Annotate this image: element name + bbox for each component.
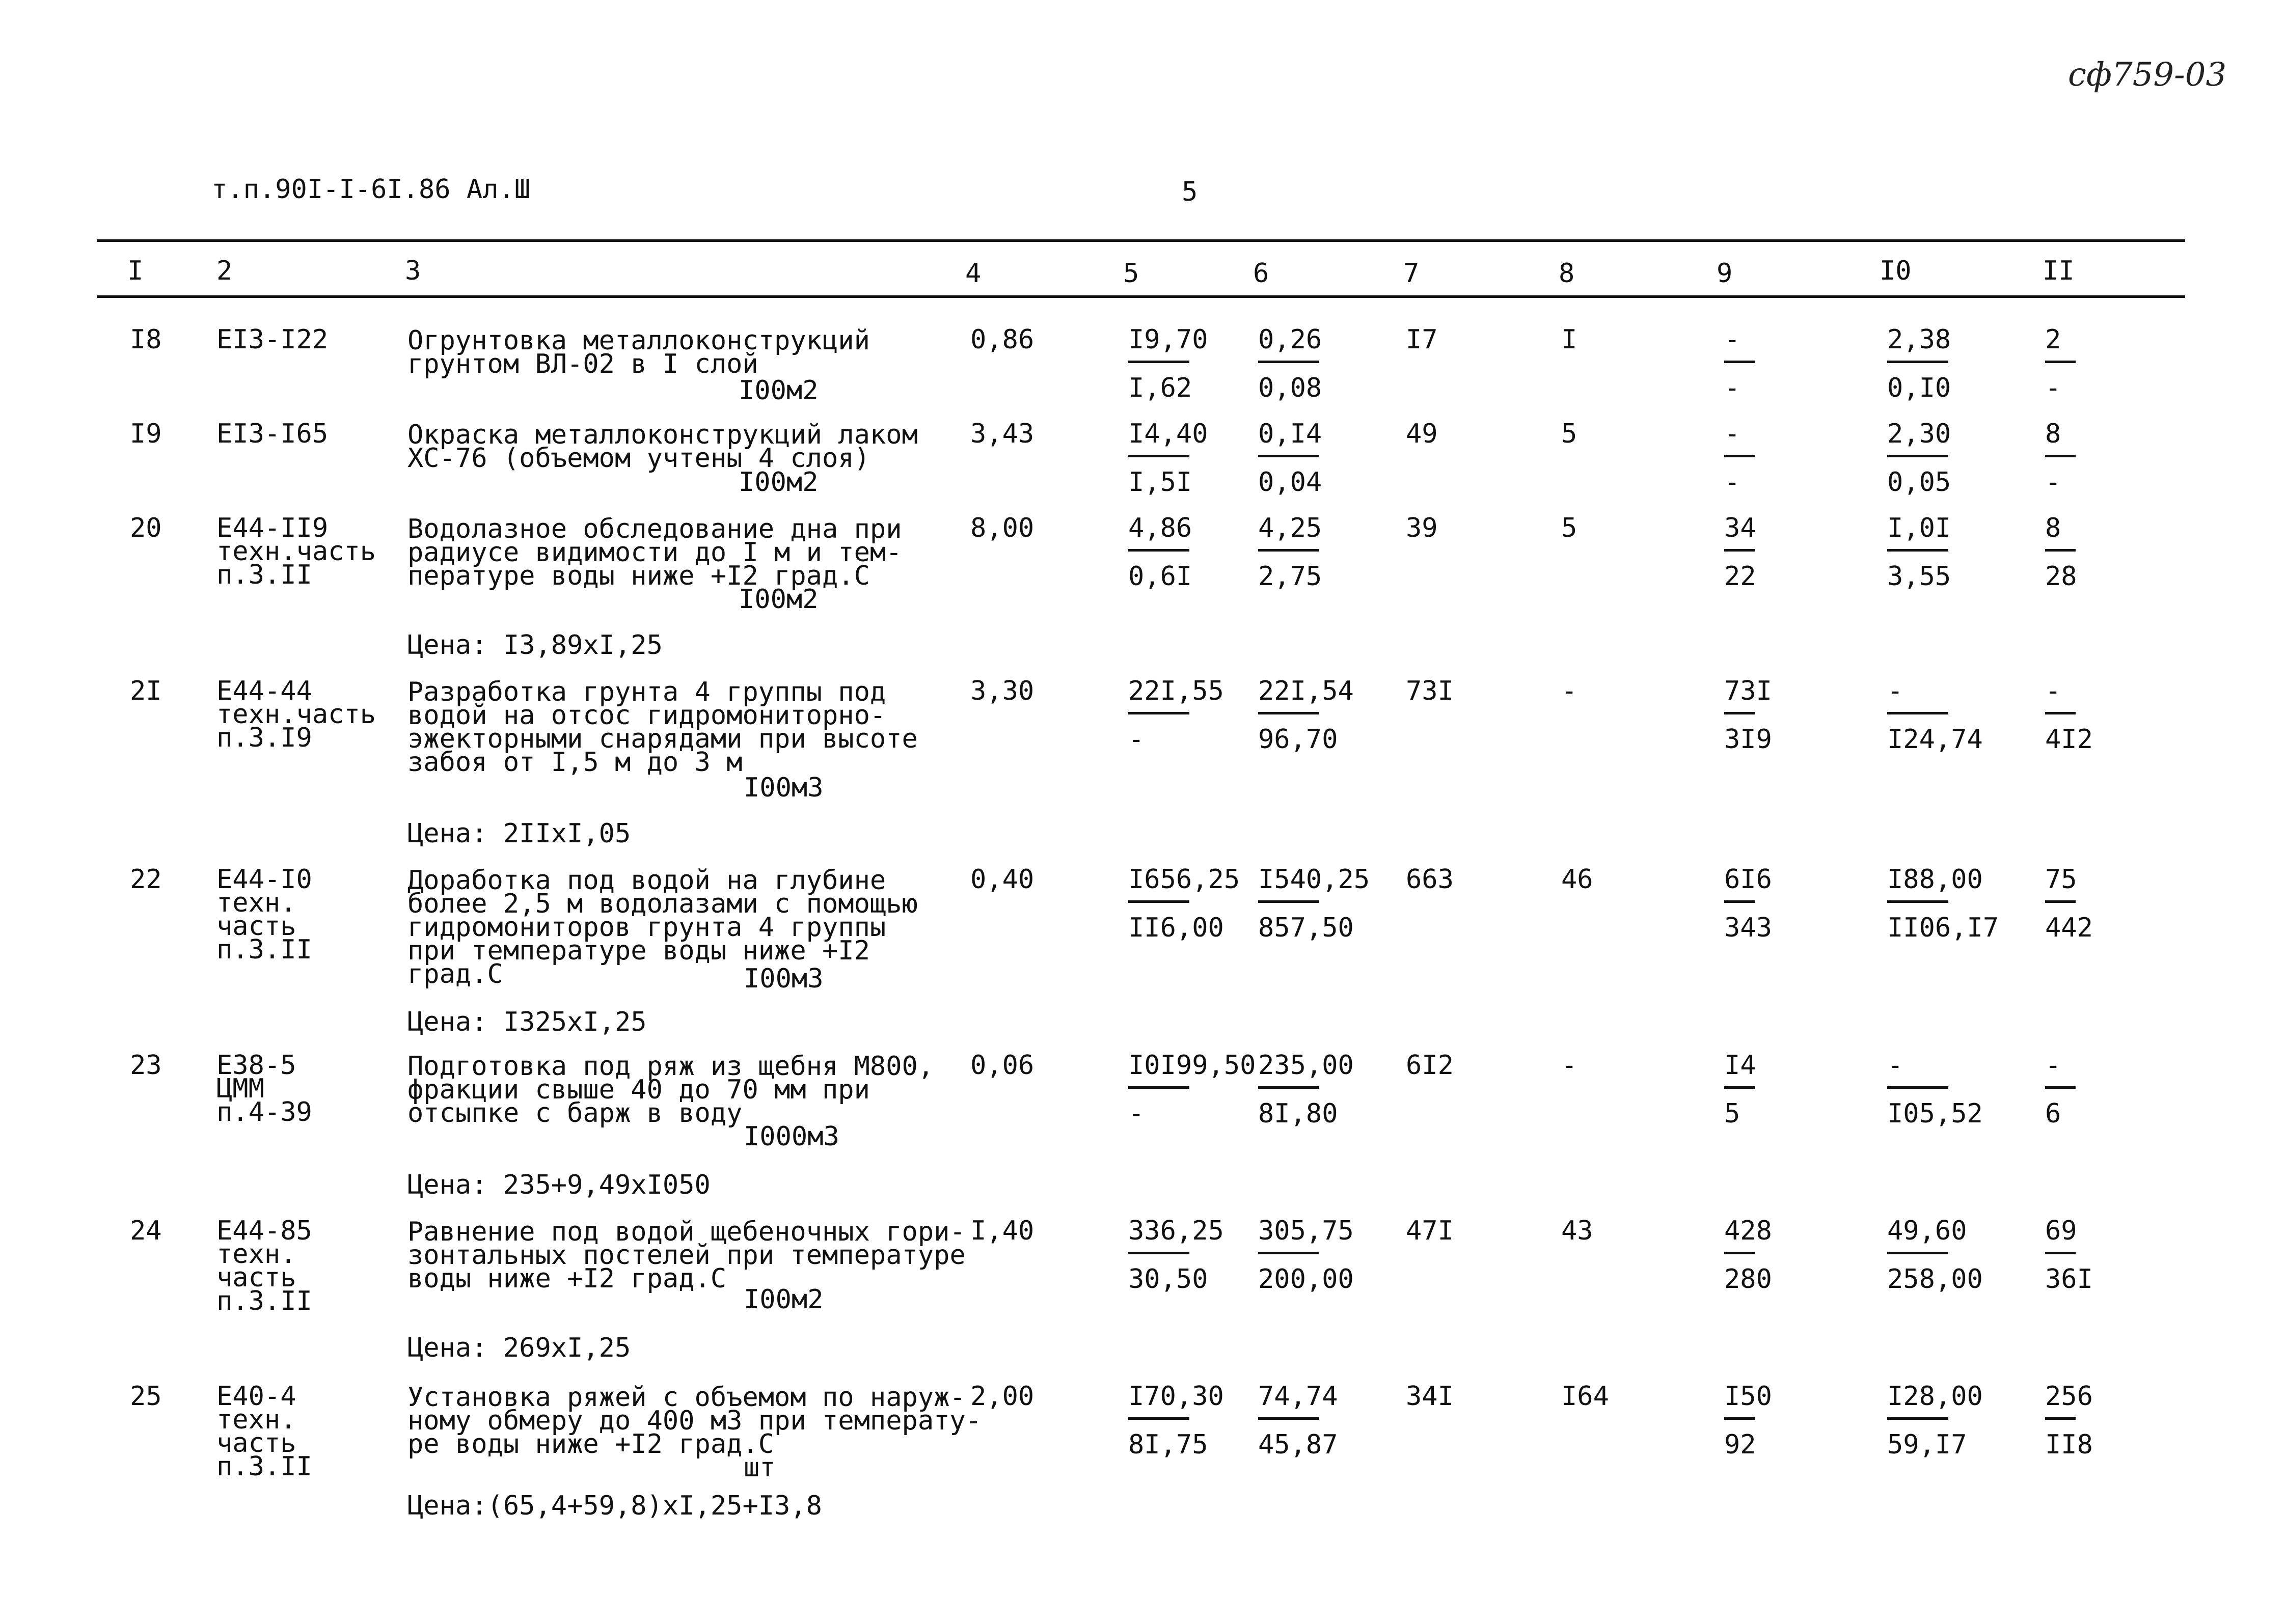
- col5-fraction-numerator: I4,40: [1128, 419, 1208, 449]
- column-header: 6: [1253, 258, 1269, 289]
- col10-fraction-numerator: -: [1887, 676, 1903, 706]
- col6-fraction: [1258, 420, 1345, 496]
- fraction-bar: [1724, 712, 1755, 714]
- column-header: 5: [1123, 258, 1139, 289]
- col7-value: 47I: [1406, 1216, 1454, 1246]
- fraction-bar: [1887, 712, 1948, 714]
- col5-fraction-denominator: 8I,75: [1128, 1429, 1208, 1460]
- fraction-bar: [1887, 361, 1948, 363]
- row-description-line: при температуре воды ниже +I2: [407, 935, 870, 966]
- col10-fraction-denominator: 3,55: [1887, 561, 1951, 592]
- fraction-bar: [1258, 1252, 1319, 1254]
- fraction-bar: [1258, 1086, 1319, 1089]
- row-unit: I00м2: [739, 467, 819, 498]
- col8-value: I: [1561, 324, 1577, 355]
- col10-fraction: [1887, 326, 1974, 402]
- fraction-bar: [1258, 455, 1319, 457]
- fraction-bar: [1887, 1086, 1948, 1089]
- fraction-bar: [1258, 900, 1319, 903]
- row-description-line: град.С: [407, 959, 503, 989]
- col10-fraction-numerator: 2,38: [1887, 324, 1951, 355]
- col9-fraction: [1724, 514, 1811, 590]
- col10-fraction-denominator: I05,52: [1887, 1098, 1983, 1129]
- col6-fraction-numerator: 305,75: [1258, 1216, 1354, 1246]
- fraction-bar: [1724, 455, 1755, 457]
- row-code-line: п.3.II: [216, 560, 312, 590]
- row-code-line: Е44-I0: [216, 864, 312, 895]
- fraction-bar: [1724, 900, 1755, 903]
- col11-fraction: [2045, 1217, 2132, 1293]
- column-header: 9: [1717, 258, 1733, 289]
- row-description-line: Окраска металлоконструкций лаком: [407, 420, 918, 450]
- col11-fraction: [2045, 1383, 2132, 1458]
- row-price-formula: Цена:(65,4+59,8)xI,25+I3,8: [407, 1491, 822, 1521]
- fraction-bar: [2045, 900, 2076, 903]
- col9-fraction-numerator: -: [1724, 324, 1740, 355]
- col11-fraction-numerator: -: [2045, 1050, 2061, 1081]
- col9-fraction-numerator: -: [1724, 419, 1740, 449]
- col9-fraction-denominator: 92: [1724, 1429, 1756, 1460]
- col9-fraction-denominator: 343: [1724, 913, 1772, 943]
- row-code-line: Е44-85: [216, 1216, 312, 1246]
- col8-value: 5: [1561, 419, 1577, 449]
- fraction-bar: [1887, 549, 1948, 552]
- col11-fraction-denominator: -: [2045, 467, 2061, 498]
- col10-fraction-denominator: 258,00: [1887, 1264, 1983, 1295]
- col5-fraction-numerator: I0I99,50: [1128, 1050, 1256, 1081]
- column-header: 7: [1403, 258, 1420, 289]
- fraction-bar: [1128, 1417, 1189, 1420]
- row-code-line: Е44-II9: [216, 513, 329, 543]
- row-description-line: фракции свыше 40 до 70 мм при: [407, 1075, 870, 1105]
- row-code-line: Е44-44: [216, 676, 312, 706]
- col11-fraction-denominator: 442: [2045, 913, 2093, 943]
- row-description-line: Водолазное обследование дна при: [407, 514, 902, 544]
- col10-fraction: [1887, 1216, 1983, 1295]
- col10-fraction-denominator: II06,I7: [1887, 913, 1999, 943]
- row-code-line: п.3.II: [216, 934, 312, 965]
- col9-fraction: [1724, 1052, 1811, 1127]
- col5-fraction: [1128, 1216, 1224, 1295]
- fraction-bar: [1887, 1252, 1948, 1254]
- col9-fraction-denominator: 280: [1724, 1264, 1772, 1295]
- col6-fraction: [1258, 676, 1354, 755]
- row-number: 22: [130, 864, 162, 895]
- col10-fraction: [1887, 1050, 1983, 1129]
- col9-fraction-denominator: 3I9: [1724, 724, 1772, 755]
- row-description-line: ре воды ниже +I2 град.С: [407, 1429, 775, 1460]
- fraction-bar: [1724, 549, 1755, 552]
- col8-value: 43: [1561, 1216, 1593, 1246]
- fraction-bar: [1258, 1417, 1319, 1420]
- col6-fraction-denominator: 0,04: [1258, 467, 1322, 498]
- row-description-line: гидромониторов грунта 4 группы: [407, 912, 886, 943]
- col6-fraction-denominator: 200,00: [1258, 1264, 1354, 1295]
- col11-fraction: [2045, 866, 2132, 942]
- row-unit: I00м2: [739, 584, 819, 615]
- col10-fraction-numerator: I28,00: [1887, 1381, 1983, 1412]
- col11-fraction-denominator: -: [2045, 373, 2061, 403]
- row-code-line: ЦММ: [216, 1074, 264, 1104]
- col11-fraction: [2045, 1052, 2132, 1127]
- row-description-line: Разработка грунта 4 группы под: [407, 677, 886, 707]
- col4-value: 8,00: [970, 513, 1035, 543]
- col9-fraction: [1724, 1217, 1811, 1293]
- col9-fraction-denominator: -: [1724, 467, 1740, 498]
- col10-fraction: [1887, 514, 1974, 590]
- row-description-line: Подготовка под ряж из щебня М800,: [407, 1051, 934, 1082]
- fraction-bar: [2045, 455, 2076, 457]
- col9-fraction-numerator: 428: [1724, 1216, 1772, 1246]
- row-description-line: зонтальных постелей при температуре: [407, 1240, 966, 1271]
- row-code-line: п.4-39: [216, 1097, 312, 1127]
- column-header: I: [127, 256, 144, 286]
- col11-fraction-numerator: 69: [2045, 1216, 2077, 1246]
- fraction-bar: [1128, 549, 1189, 552]
- row-description-line: радиусе видимости до I м и тем-: [407, 537, 902, 568]
- col5-fraction: [1128, 864, 1240, 943]
- col6-fraction-numerator: I540,25: [1258, 864, 1370, 895]
- row-code-line: EI3-I65: [216, 419, 329, 449]
- column-header: 2: [216, 256, 233, 286]
- col10-fraction-numerator: 49,60: [1887, 1216, 1967, 1246]
- col9-fraction-numerator: I50: [1724, 1381, 1772, 1412]
- col11-fraction-numerator: 256: [2045, 1381, 2093, 1412]
- col7-value: 663: [1406, 864, 1454, 895]
- col5-fraction: [1128, 514, 1215, 590]
- col6-fraction-denominator: 45,87: [1258, 1429, 1338, 1460]
- col8-value: -: [1561, 1050, 1577, 1081]
- row-number: 25: [130, 1381, 162, 1412]
- col9-fraction: [1724, 677, 1811, 753]
- table-top-rule: [97, 239, 2185, 242]
- col5-fraction: [1128, 1381, 1224, 1460]
- row-description-line: воды ниже +I2 град.С: [407, 1263, 727, 1294]
- row-description-line: забоя от I,5 м до 3 м: [407, 747, 743, 778]
- fraction-bar: [2045, 1417, 2076, 1420]
- col11-fraction-numerator: 2: [2045, 324, 2061, 355]
- row-code-line: техн.часть: [216, 536, 376, 567]
- row-description-line: Огрунтовка металлоконструкций: [407, 325, 870, 356]
- row-unit: I00м2: [744, 1284, 824, 1315]
- col7-value: 34I: [1406, 1381, 1454, 1412]
- row-code-line: часть: [216, 1428, 296, 1458]
- col6-fraction: [1258, 514, 1345, 590]
- col5-fraction-denominator: 0,6I: [1128, 561, 1192, 592]
- col11-fraction: [2045, 677, 2132, 753]
- col4-value: I,40: [970, 1216, 1035, 1246]
- row-description-line: грунтом ВЛ-02 в I слой: [407, 349, 758, 379]
- handwritten-stamp: сф759-03: [2068, 56, 2227, 94]
- fraction-bar: [1258, 549, 1319, 552]
- col6-fraction: [1258, 1050, 1354, 1129]
- column-header: 4: [965, 258, 982, 289]
- col6-fraction-numerator: 4,25: [1258, 513, 1322, 543]
- fraction-bar: [1724, 361, 1755, 363]
- col5-fraction: [1128, 676, 1224, 755]
- row-unit: шт: [744, 1452, 776, 1483]
- col9-fraction-numerator: 34: [1724, 513, 1756, 543]
- row-code-line: часть: [216, 911, 296, 942]
- column-header: 3: [405, 256, 421, 286]
- col4-value: 2,00: [970, 1381, 1035, 1412]
- fraction-bar: [1887, 1417, 1948, 1420]
- fraction-bar: [1128, 712, 1189, 714]
- col5-fraction-denominator: II6,00: [1128, 913, 1224, 943]
- column-header: II: [2043, 256, 2075, 286]
- col9-fraction-denominator: -: [1724, 373, 1740, 403]
- col4-value: 0,86: [970, 324, 1035, 355]
- col8-value: -: [1561, 676, 1577, 706]
- row-price-formula: Цена: I325xI,25: [407, 1007, 647, 1037]
- row-code-line: Е38-5: [216, 1050, 296, 1081]
- col5-fraction-denominator: -: [1128, 724, 1145, 755]
- col10-fraction-denominator: 0,I0: [1887, 373, 1951, 403]
- col11-fraction-denominator: 6: [2045, 1098, 2061, 1129]
- fraction-bar: [1724, 1252, 1755, 1254]
- col4-value: 3,30: [970, 676, 1035, 706]
- fraction-bar: [1128, 1252, 1189, 1254]
- col10-fraction: [1887, 676, 1983, 755]
- col7-value: 39: [1406, 513, 1438, 543]
- col6-fraction-numerator: 22I,54: [1258, 676, 1354, 706]
- fraction-bar: [2045, 549, 2076, 552]
- col6-fraction-numerator: 235,00: [1258, 1050, 1354, 1081]
- col6-fraction-numerator: 0,26: [1258, 324, 1322, 355]
- col9-fraction: [1724, 1383, 1811, 1458]
- col4-value: 0,40: [970, 864, 1035, 895]
- row-number: I9: [130, 419, 162, 449]
- row-code-line: техн.: [216, 1239, 296, 1270]
- col4-value: 3,43: [970, 419, 1035, 449]
- row-number: I8: [130, 324, 162, 355]
- fraction-bar: [2045, 1086, 2076, 1089]
- row-code-line: часть: [216, 1262, 296, 1293]
- col9-fraction-numerator: 6I6: [1724, 864, 1772, 895]
- col10-fraction-denominator: 59,I7: [1887, 1429, 1967, 1460]
- col9-fraction-numerator: 73I: [1724, 676, 1772, 706]
- col10-fraction-numerator: -: [1887, 1050, 1903, 1081]
- col11-fraction-denominator: 28: [2045, 561, 2077, 592]
- col5-fraction-numerator: I656,25: [1128, 864, 1240, 895]
- col10-fraction-denominator: I24,74: [1887, 724, 1983, 755]
- row-description-line: более 2,5 м водолазами с помощью: [407, 889, 918, 919]
- column-header: I0: [1880, 256, 1912, 286]
- col6-fraction-numerator: 74,74: [1258, 1381, 1338, 1412]
- col4-value: 0,06: [970, 1050, 1035, 1081]
- col9-fraction-numerator: I4: [1724, 1050, 1756, 1081]
- col6-fraction: [1258, 326, 1345, 402]
- fraction-bar: [1128, 455, 1189, 457]
- row-description-line: Установка ряжей с объемом по наруж-: [407, 1382, 966, 1413]
- col6-fraction-numerator: 0,I4: [1258, 419, 1322, 449]
- fraction-bar: [1724, 1086, 1755, 1089]
- col7-value: I7: [1406, 324, 1438, 355]
- col10-fraction: [1887, 420, 1974, 496]
- fraction-bar: [2045, 712, 2076, 714]
- row-description-line: ному обмеру до 400 м3 при температу-: [407, 1406, 982, 1436]
- row-code-line: техн.часть: [216, 699, 376, 730]
- col8-value: 46: [1561, 864, 1593, 895]
- row-price-formula: Цена: 269xI,25: [407, 1333, 631, 1363]
- row-code-line: техн.: [216, 888, 296, 918]
- col10-fraction-numerator: 2,30: [1887, 419, 1951, 449]
- col10-fraction-numerator: I88,00: [1887, 864, 1983, 895]
- row-number: 23: [130, 1050, 162, 1081]
- col11-fraction-numerator: 8: [2045, 513, 2061, 543]
- row-price-formula: Цена: 2IIxI,05: [407, 818, 631, 849]
- page-number: 5: [1182, 177, 1198, 207]
- col9-fraction-denominator: 22: [1724, 561, 1756, 592]
- col10-fraction-denominator: 0,05: [1887, 467, 1951, 498]
- col5-fraction: [1128, 1050, 1256, 1129]
- row-description-line: отсыпке с барж в воду: [407, 1098, 743, 1128]
- col10-fraction-numerator: I,0I: [1887, 513, 1951, 543]
- table-header-rule: [97, 295, 2185, 298]
- col6-fraction: [1258, 1216, 1354, 1295]
- col5-fraction-denominator: I,62: [1128, 373, 1192, 403]
- fraction-bar: [1887, 900, 1948, 903]
- row-code-line: п.3.II: [216, 1451, 312, 1482]
- row-description-line: Доработка под водой на глубине: [407, 865, 886, 896]
- col7-value: 73I: [1406, 676, 1454, 706]
- col6-fraction-denominator: 0,08: [1258, 373, 1322, 403]
- col5-fraction-numerator: 4,86: [1128, 513, 1192, 543]
- col10-fraction: [1887, 864, 1999, 943]
- col10-fraction: [1887, 1381, 1983, 1460]
- row-unit: I00м3: [744, 964, 824, 994]
- col11-fraction-numerator: 75: [2045, 864, 2077, 895]
- col5-fraction: [1128, 326, 1215, 402]
- col7-value: 49: [1406, 419, 1438, 449]
- fraction-bar: [1128, 361, 1189, 363]
- document-reference: т.п.90I-I-6I.86 Ал.Ш: [211, 174, 531, 205]
- row-number: 20: [130, 513, 162, 543]
- row-unit: I00м2: [739, 375, 819, 406]
- row-description-line: пературе воды ниже +I2 град.С: [407, 561, 870, 591]
- col6-fraction: [1258, 1383, 1345, 1458]
- row-unit: I00м3: [744, 773, 824, 803]
- col5-fraction-numerator: I9,70: [1128, 324, 1208, 355]
- column-header: 8: [1559, 258, 1575, 289]
- col5-fraction: [1128, 420, 1215, 496]
- col5-fraction-denominator: -: [1128, 1098, 1145, 1129]
- col11-fraction: [2045, 514, 2132, 590]
- fraction-bar: [1128, 900, 1189, 903]
- row-unit: I000м3: [744, 1121, 839, 1152]
- fraction-bar: [1128, 1086, 1189, 1089]
- row-code-line: п.3.II: [216, 1286, 312, 1316]
- col11-fraction: [2045, 420, 2132, 496]
- fraction-bar: [1724, 1417, 1755, 1420]
- row-description-line: Равнение под водой щебеночных гори-: [407, 1217, 966, 1247]
- col11-fraction-denominator: 4I2: [2045, 724, 2093, 755]
- row-price-formula: Цена: 235+9,49xI050: [407, 1170, 711, 1200]
- row-code-line: EI3-I22: [216, 324, 329, 355]
- row-description-line: водой на отсос гидромониторно-: [407, 700, 886, 731]
- row-description-line: эжекторными снарядами при высоте: [407, 724, 918, 754]
- col5-fraction-numerator: 336,25: [1128, 1216, 1224, 1246]
- col11-fraction-denominator: 36I: [2045, 1264, 2093, 1295]
- row-code-line: техн.: [216, 1405, 296, 1435]
- col6-fraction-denominator: 96,70: [1258, 724, 1338, 755]
- col8-value: 5: [1561, 513, 1577, 543]
- col6-fraction: [1258, 864, 1370, 943]
- row-price-formula: Цена: I3,89xI,25: [407, 630, 663, 660]
- col9-fraction: [1724, 866, 1811, 942]
- fraction-bar: [2045, 1252, 2076, 1254]
- row-number: 2I: [130, 676, 162, 706]
- col11-fraction-numerator: -: [2045, 676, 2061, 706]
- col5-fraction-numerator: 22I,55: [1128, 676, 1224, 706]
- col8-value: I64: [1561, 1381, 1609, 1412]
- fraction-bar: [1258, 361, 1319, 363]
- fraction-bar: [2045, 361, 2076, 363]
- col6-fraction-denominator: 857,50: [1258, 913, 1354, 943]
- col9-fraction: [1724, 420, 1811, 496]
- col6-fraction-denominator: 2,75: [1258, 561, 1322, 592]
- row-number: 24: [130, 1216, 162, 1246]
- col9-fraction-denominator: 5: [1724, 1098, 1740, 1129]
- col11-fraction-denominator: II8: [2045, 1429, 2093, 1460]
- col5-fraction-numerator: I70,30: [1128, 1381, 1224, 1412]
- col5-fraction-denominator: 30,50: [1128, 1264, 1208, 1295]
- row-code-line: Е40-4: [216, 1381, 296, 1412]
- row-description-line: ХС-76 (объемом учтены 4 слоя): [407, 443, 870, 474]
- col11-fraction: [2045, 326, 2132, 402]
- col6-fraction-denominator: 8I,80: [1258, 1098, 1338, 1129]
- col11-fraction-numerator: 8: [2045, 419, 2061, 449]
- col5-fraction-denominator: I,5I: [1128, 467, 1192, 498]
- fraction-bar: [1258, 712, 1319, 714]
- row-code-line: п.3.I9: [216, 723, 312, 753]
- fraction-bar: [1887, 455, 1948, 457]
- col7-value: 6I2: [1406, 1050, 1454, 1081]
- col9-fraction: [1724, 326, 1811, 402]
